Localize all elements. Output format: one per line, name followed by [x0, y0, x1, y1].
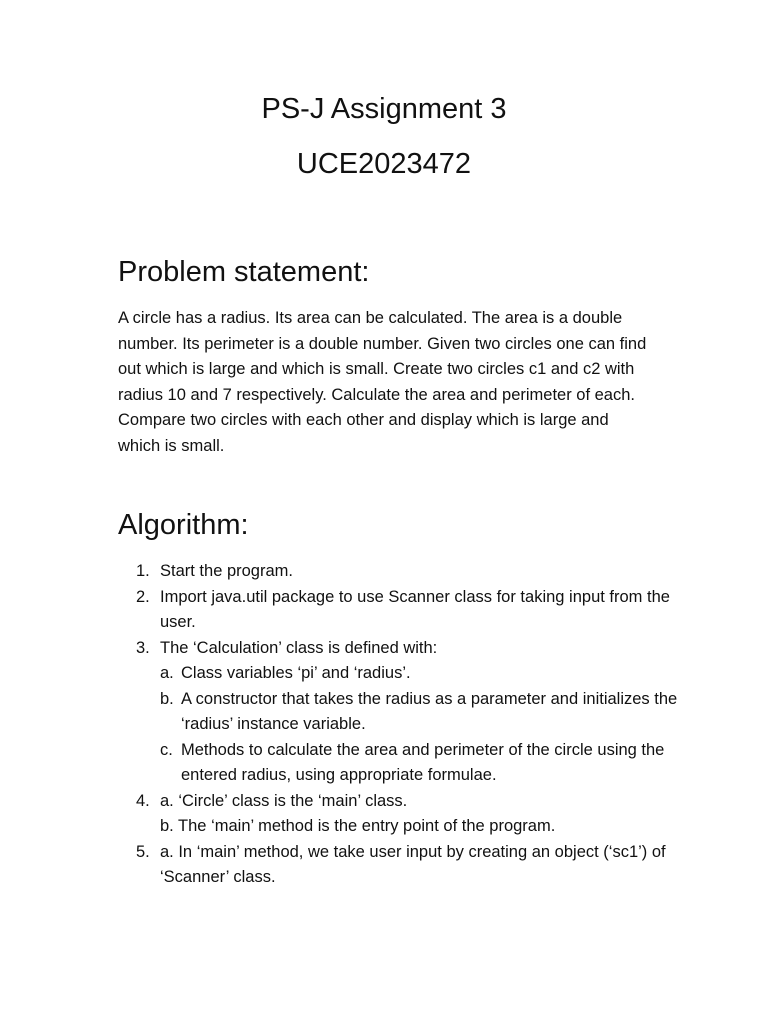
step-number: 5. [136, 842, 150, 861]
substep-letter: b. [160, 689, 174, 708]
step-text-continued: b. The ‘main’ method is the entry point of the program. [160, 817, 556, 835]
substep-text: Methods to calculate the area and perimeter of the circle using the entered radius, using appropriate formulae. [181, 740, 665, 784]
algorithm-substep-c [160, 738, 678, 789]
algorithm-step-1 [118, 559, 678, 585]
step-number: 2. [136, 587, 150, 606]
algorithm-step-3 [118, 636, 678, 789]
algorithm-substeps [160, 661, 678, 789]
problem-statement-heading: Problem statement: [118, 256, 370, 288]
problem-statement-text: A circle has a radius. Its area can be calculated. The area is a double number. Its perimeter is a double number. Given two circles one can find out which is large and which is small. Create two circles c1 and c2 with radius 10 and 7 respectively. Calculate the area and perimeter of each. Compare two circles with each other and display which is large and which is small. [118, 309, 647, 455]
document-title: PS-J Assignment 3 [261, 93, 507, 125]
step-text: The ‘Calculation’ class is defined with: [160, 638, 438, 657]
step-text: a. ‘Circle’ class is the ‘main’ class. [160, 791, 408, 810]
step-text: Import java.util package to use Scanner class for taking input from the user. [160, 587, 670, 631]
step-text: a. In ‘main’ method, we take user input by creating an object (‘sc1’) of ‘Scanner’ class. [160, 842, 666, 886]
algorithm-list [118, 559, 678, 891]
algorithm-step-2 [118, 585, 678, 636]
substep-text: A constructor that takes the radius as a parameter and initializes the ‘radius’ instance variable. [181, 689, 678, 733]
substep-letter: a. [160, 664, 174, 682]
step-number: 1. [136, 562, 150, 580]
algorithm-step-5 [118, 840, 678, 891]
substep-text: Class variables ‘pi’ and ‘radius’. [181, 664, 411, 682]
algorithm-step-4 [118, 789, 678, 840]
algorithm-substep-b [160, 687, 678, 738]
step-number: 4. [136, 791, 150, 810]
document-subtitle: UCE2023472 [296, 148, 472, 180]
algorithm-heading: Algorithm: [118, 509, 249, 541]
algorithm-substep-a [160, 661, 678, 687]
step-number: 3. [136, 638, 150, 657]
substep-letter: c. [160, 740, 173, 759]
step-text: Start the program. [160, 562, 293, 580]
